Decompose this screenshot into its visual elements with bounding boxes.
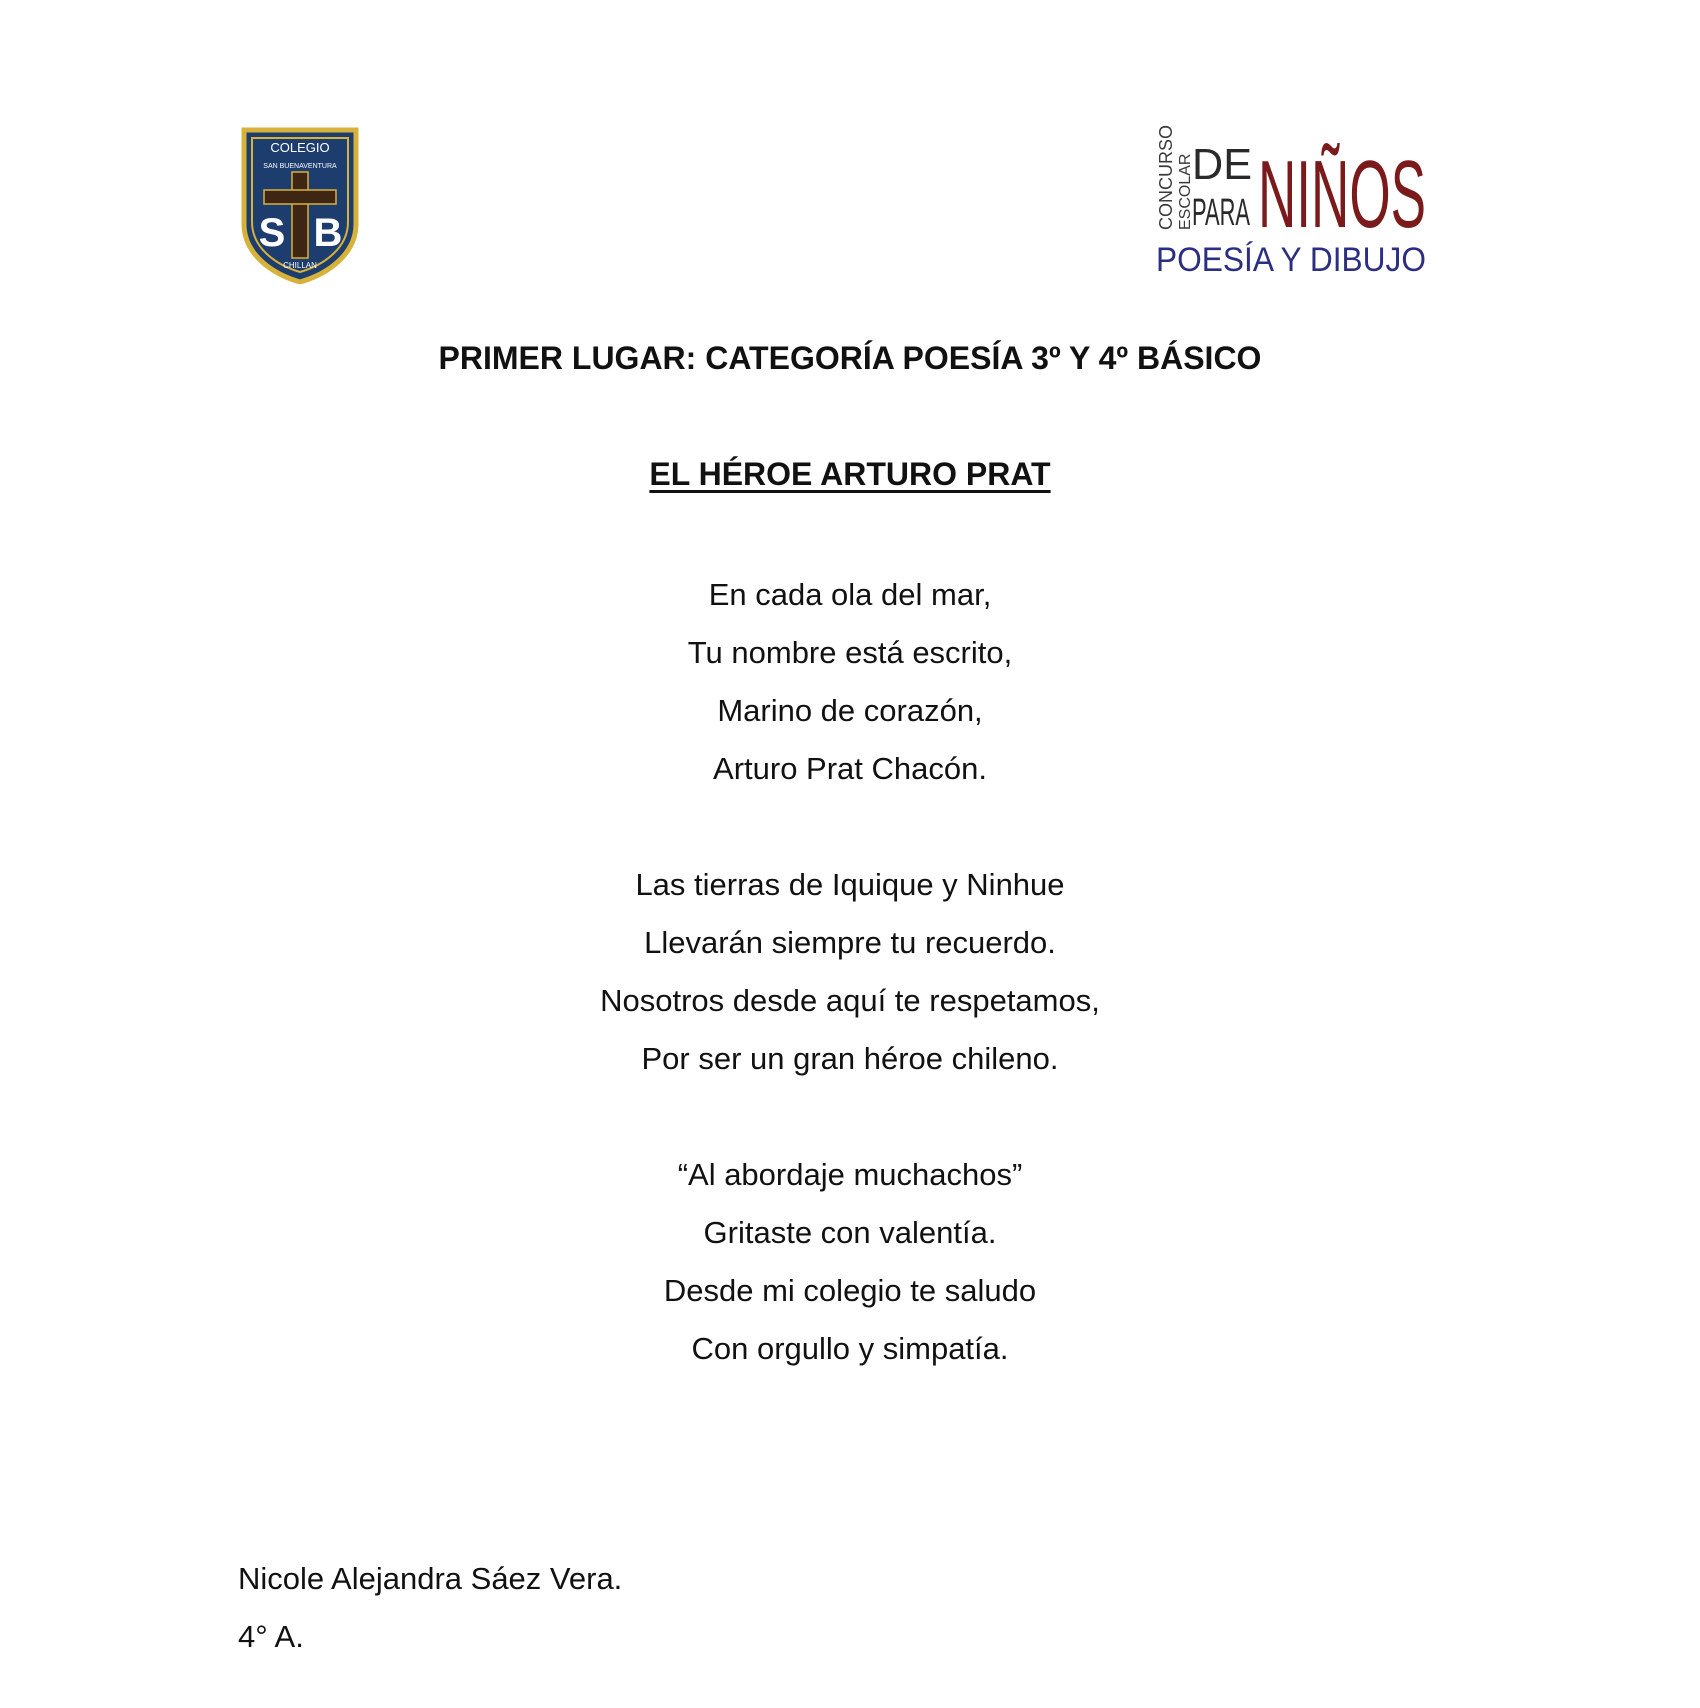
crest-text-top: COLEGIO	[270, 140, 330, 155]
stanza-1	[0, 566, 1700, 798]
crest-text-bottom: CHILLAN	[283, 261, 317, 270]
poem-line: Llevarán siempre tu recuerdo.	[644, 925, 1056, 960]
poem-line: Marino de corazón,	[717, 693, 983, 728]
school-crest-icon	[240, 126, 360, 284]
poem-line: Las tierras de Iquique y Ninhue	[635, 867, 1065, 902]
author-name: Nicole Alejandra Sáez Vera.	[238, 1561, 623, 1596]
author-grade: 4° A.	[238, 1619, 304, 1654]
contest-word-ninos: NIÑOS	[1258, 141, 1426, 248]
poem-line: Tu nombre está escrito,	[687, 635, 1013, 670]
poem-body	[0, 566, 1700, 1436]
crest-text-arc: SAN BUENAVENTURA	[263, 163, 337, 170]
poem-line: Por ser un gran héroe chileno.	[641, 1041, 1059, 1076]
author-block	[238, 1550, 622, 1666]
poem-line: Gritaste con valentía.	[703, 1215, 997, 1250]
poem-line: En cada ola del mar,	[708, 577, 992, 612]
contest-subtitle: POESÍA Y DIBUJO	[1156, 241, 1426, 279]
poem-title: EL HÉROE ARTURO PRAT	[649, 456, 1051, 492]
poem-line: Desde mi colegio te saludo	[663, 1273, 1037, 1308]
stanza-3	[0, 1146, 1700, 1378]
school-crest-logo	[240, 126, 360, 284]
crest-monogram-right: B	[313, 211, 343, 255]
contest-word-para: PARA	[1192, 192, 1251, 234]
poem-line: Nosotros desde aquí te respetamos,	[600, 983, 1100, 1018]
crest-monogram-left: S	[258, 211, 286, 255]
contest-logo	[1150, 95, 1440, 280]
stanza-2	[0, 856, 1700, 1088]
poem-line: “Al abordaje muchachos”	[677, 1157, 1023, 1192]
contest-word-escolar: ESCOLAR	[1177, 153, 1194, 230]
contest-logo-icon	[1150, 95, 1440, 280]
poem-line: Arturo Prat Chacón.	[713, 751, 987, 786]
contest-word-concurso: CONCURSO	[1156, 124, 1176, 230]
poem-line: Con orgullo y simpatía.	[691, 1331, 1009, 1366]
category-heading: PRIMER LUGAR: CATEGORÍA POESÍA 3º Y 4º BÁSICO	[438, 340, 1262, 376]
contest-word-de: DE	[1192, 140, 1252, 189]
